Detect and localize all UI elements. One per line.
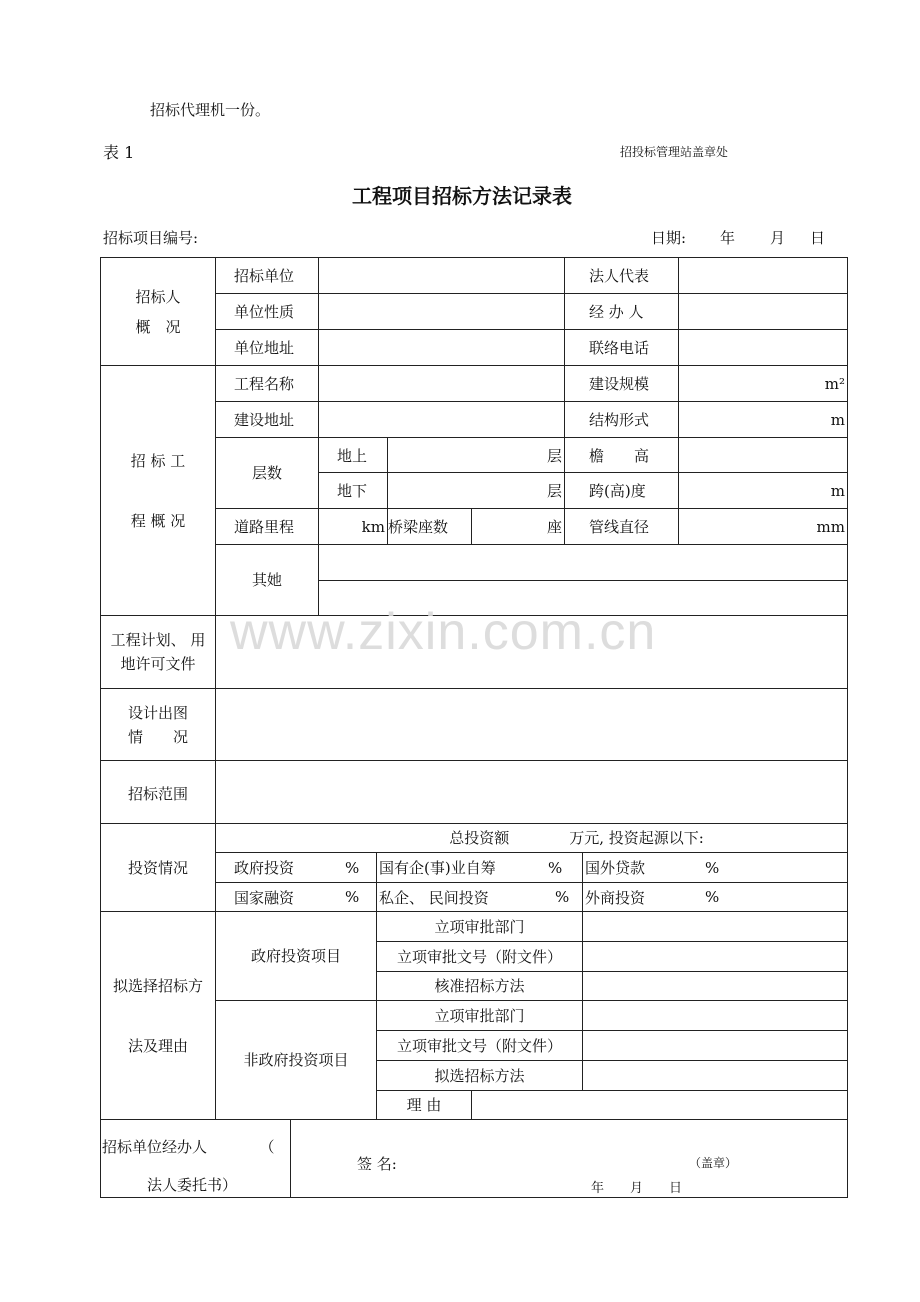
label-entrust: 法人委托书） bbox=[147, 1176, 238, 1194]
label-dept: 立项审批部门 bbox=[376, 911, 583, 942]
label-pipe: 管线直径 bbox=[564, 508, 679, 545]
label-span: 跨(高)度 bbox=[564, 472, 679, 509]
foreign-inv-label: 外商投资 bbox=[585, 888, 646, 907]
gov-dept-field[interactable] bbox=[582, 911, 848, 942]
applicant-group: 招标人 概 况 bbox=[100, 257, 216, 366]
label-other: 其她 bbox=[215, 544, 319, 616]
phone-field[interactable] bbox=[678, 329, 848, 366]
soe-label: 国有企(事)业自筹 bbox=[379, 859, 496, 877]
address-field[interactable] bbox=[318, 329, 565, 366]
label-gov-project: 政府投资项目 bbox=[215, 911, 377, 1001]
scope-field[interactable] bbox=[215, 760, 848, 824]
date-label: 日期: bbox=[651, 229, 687, 247]
legal-rep-field[interactable] bbox=[678, 257, 848, 294]
below-field[interactable]: 层 bbox=[387, 472, 565, 509]
percent-sign: % bbox=[548, 858, 563, 877]
handler-field[interactable] bbox=[678, 293, 848, 330]
reason-field[interactable] bbox=[471, 1090, 848, 1120]
label-doc-no: 立项审批文号（附文件） bbox=[376, 941, 583, 972]
label-legal-rep: 法人代表 bbox=[564, 257, 679, 294]
foreign-loan-field[interactable] bbox=[582, 852, 848, 883]
label-project-name: 工程名称 bbox=[215, 365, 319, 402]
foreign-inv-field[interactable] bbox=[582, 882, 848, 912]
scale-field[interactable]: m² bbox=[678, 365, 848, 402]
label-phone: 联络电话 bbox=[564, 329, 679, 366]
label-approved: 核准招标方法 bbox=[376, 971, 583, 1001]
label-scope: 招标范围 bbox=[100, 760, 216, 824]
page-title: 工程项目招标方法记录表 bbox=[352, 184, 572, 208]
label-nongov-project: 非政府投资项目 bbox=[215, 1000, 377, 1120]
handler-cell bbox=[100, 1119, 291, 1198]
label-handler: 经 办 人 bbox=[564, 293, 679, 330]
label-dept: 立项审批部门 bbox=[376, 1000, 583, 1031]
label-nature: 单位性质 bbox=[215, 293, 319, 330]
label-floors: 层数 bbox=[215, 437, 319, 509]
state-fin-label: 国家融资 bbox=[234, 888, 295, 907]
label-eaves: 檐 高 bbox=[564, 437, 679, 473]
nature-field[interactable] bbox=[318, 293, 565, 330]
eaves-field[interactable] bbox=[678, 437, 848, 473]
date-month: 月 bbox=[770, 229, 786, 247]
private-label: 私企、 民间投资 bbox=[379, 888, 489, 907]
site-field[interactable] bbox=[318, 401, 565, 438]
label-design: 设计出图 情 况 bbox=[100, 688, 216, 761]
nongov-doc-no-field[interactable] bbox=[582, 1030, 848, 1061]
span-field[interactable]: m bbox=[678, 472, 848, 509]
label-investment: 投资情况 bbox=[100, 823, 216, 912]
label-above: 地上 bbox=[318, 437, 388, 473]
label-plan-docs: 工程计划、 用 地许可文件 bbox=[100, 615, 216, 689]
other-field-1[interactable] bbox=[318, 544, 848, 581]
structure-field[interactable]: m bbox=[678, 401, 848, 438]
investment-total[interactable]: 总投资额 万元, 投资起源以下: bbox=[215, 823, 848, 853]
above-field[interactable]: 层 bbox=[387, 437, 565, 473]
soe-field[interactable] bbox=[376, 852, 583, 883]
percent-sign: % bbox=[705, 888, 720, 906]
table-number: 表 1 bbox=[103, 143, 135, 162]
label-doc-no: 立项审批文号（附文件） bbox=[376, 1030, 583, 1061]
proposed-method-field[interactable] bbox=[582, 1060, 848, 1091]
gov-investment-field[interactable] bbox=[215, 852, 377, 883]
label-handler-sign: 招标单位经办人 （ bbox=[102, 1138, 275, 1156]
label-address: 单位地址 bbox=[215, 329, 319, 366]
intro-text: 招标代理机一份。 bbox=[150, 101, 271, 119]
project-group: 招 标 工 程 概 况 bbox=[100, 365, 216, 616]
stamp-note: 招投标管理站盖章处 bbox=[620, 145, 729, 159]
label-reason: 理 由 bbox=[376, 1090, 472, 1120]
pipe-field[interactable]: mm bbox=[678, 508, 848, 545]
project-name-field[interactable] bbox=[318, 365, 565, 402]
percent-sign: % bbox=[345, 888, 360, 906]
label-road: 道路里程 bbox=[215, 508, 319, 545]
design-field[interactable] bbox=[215, 688, 848, 761]
signature-label: 签 名: bbox=[357, 1155, 397, 1173]
private-field[interactable] bbox=[376, 882, 583, 912]
foreign-loan-label: 国外贷款 bbox=[585, 859, 646, 877]
label-proposed: 拟选招标方法 bbox=[376, 1060, 583, 1091]
label-structure: 结构形式 bbox=[564, 401, 679, 438]
label-unit: 招标单位 bbox=[215, 257, 319, 294]
label-scale: 建设规模 bbox=[564, 365, 679, 402]
nongov-dept-field[interactable] bbox=[582, 1000, 848, 1031]
label-site: 建设地址 bbox=[215, 401, 319, 438]
road-field[interactable]: km bbox=[318, 508, 388, 545]
label-below: 地下 bbox=[318, 472, 388, 509]
date-year: 年 bbox=[720, 229, 736, 247]
seal-label: （盖章） bbox=[689, 1156, 738, 1170]
approved-method-field[interactable] bbox=[582, 971, 848, 1001]
percent-sign: % bbox=[345, 858, 360, 877]
date-day: 日 bbox=[810, 229, 826, 247]
percent-sign: % bbox=[555, 888, 570, 906]
state-fin-field[interactable] bbox=[215, 882, 377, 912]
project-no-label: 招标项目编号: bbox=[103, 229, 199, 247]
label-method: 拟选择招标方 法及理由 bbox=[100, 911, 216, 1120]
sign-date: 年 月 日 bbox=[591, 1181, 683, 1196]
unit-field[interactable] bbox=[318, 257, 565, 294]
bridges-field[interactable]: 座 bbox=[471, 508, 565, 545]
percent-sign: % bbox=[705, 858, 720, 877]
watermark: www.zixin.com.cn bbox=[230, 603, 657, 661]
label-bridges: 桥梁座数 bbox=[387, 508, 472, 545]
gov-label: 政府投资 bbox=[234, 859, 295, 877]
signature-field[interactable] bbox=[290, 1119, 848, 1198]
gov-doc-no-field[interactable] bbox=[582, 941, 848, 972]
